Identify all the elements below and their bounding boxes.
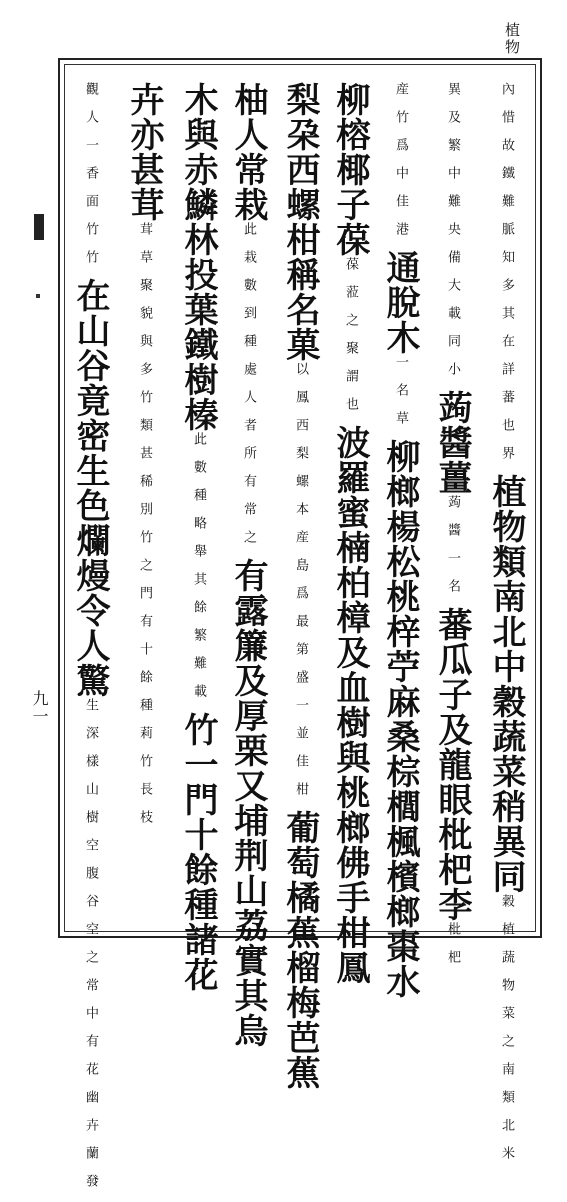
annotation-text: 舉 (191, 544, 206, 572)
annotation-text: 貌 (137, 306, 152, 334)
main-text-run: 在山谷竟密生色爛熳令人驚 (70, 278, 110, 698)
annotation-text: 難脈 (499, 194, 514, 250)
annotation-text: 梨 (293, 446, 308, 474)
annotation-text: 蒞 (343, 285, 358, 313)
main-text-run: 梨朶西螺柑稱名菓 (280, 82, 320, 362)
binding-dot (36, 294, 40, 298)
annotation-text: 人 (241, 390, 256, 418)
main-text-run: 竹一門十餘種諸花 (178, 712, 218, 992)
annotation-text: 也界 (499, 418, 514, 474)
annotation-text: 小 (445, 362, 460, 390)
annotation-text: 謂 (343, 369, 358, 397)
annotation-text: 到 (241, 306, 256, 334)
annotation-text: 處 (241, 362, 256, 390)
annotation-text: 面 (83, 194, 98, 222)
annotation-text: 此 (191, 432, 206, 460)
main-text-run: 植物類南北中穀蔬菜稍異同 (486, 474, 526, 894)
main-text-run: 柳榔楊松桃梓苧麻桑棕櫚楓檳榔棗水 (380, 439, 420, 999)
annotation-text: 其在 (499, 306, 514, 362)
annotation-text: 者 (241, 418, 256, 446)
annotation-text: 以 (293, 362, 308, 390)
text-column (432, 82, 472, 978)
binding-mark (34, 214, 44, 240)
annotation-text: 醬 (445, 523, 460, 551)
annotation-text: 葆 (343, 257, 358, 285)
annotation-text: 蒟 (445, 495, 460, 523)
annotation-text: 名 (445, 579, 460, 607)
annotation-text: 樣山 (83, 754, 98, 810)
annotation-text: 內惜 (499, 82, 514, 138)
annotation-text: 鳳 (293, 390, 308, 418)
annotation-text: 北米 (499, 1118, 514, 1174)
annotation-text: 繁 (191, 628, 206, 656)
annotation-text: 餘 (137, 670, 152, 698)
text-column (228, 82, 268, 1048)
annotation-text: 第 (293, 642, 308, 670)
annotation-text: 之 (137, 558, 152, 586)
annotation-text: 穀植 (499, 894, 514, 950)
annotation-text: 類 (137, 418, 152, 446)
annotation-text: 觀人 (83, 82, 98, 138)
annotation-text: 幽卉 (83, 1090, 98, 1146)
annotation-text: 草 (137, 250, 152, 278)
annotation-text: 十 (137, 642, 152, 670)
annotation-text: 竹 (83, 222, 98, 250)
annotation-text: 故鐵 (499, 138, 514, 194)
annotation-text: 餘 (191, 600, 206, 628)
annotation-text: 枇 (445, 922, 460, 950)
annotation-text: 盛 (293, 670, 308, 698)
annotation-text: 種 (191, 488, 206, 516)
annotation-text: 佳港 (393, 194, 408, 250)
annotation-text: 枝 (137, 810, 152, 838)
annotation-text: 島 (293, 558, 308, 586)
text-column (280, 82, 320, 1090)
annotation-text: 蘭發 (83, 1146, 98, 1202)
annotation-text: 聚 (343, 341, 358, 369)
annotation-text: 繁中 (445, 138, 460, 194)
annotation-text: 詳蕃 (499, 362, 514, 418)
annotation-text: 菜之 (499, 1006, 514, 1062)
annotation-text: 莉 (137, 726, 152, 754)
annotation-text: 略 (191, 516, 206, 544)
main-text-run: 木與赤鱗林投葉鐵樹榛 (178, 82, 218, 432)
text-column (70, 82, 110, 1202)
annotation-text: 數 (191, 460, 206, 488)
text-column (178, 82, 218, 992)
main-text-run: 有露簾及厚栗又埔荆山荔實其烏 (228, 558, 268, 1048)
annotation-text: 佳 (293, 754, 308, 782)
annotation-text: 此 (241, 222, 256, 250)
text-column (330, 82, 370, 985)
annotation-text: 種 (137, 698, 152, 726)
main-text-run: 通脫木 (380, 250, 420, 355)
annotation-text: 其 (191, 572, 206, 600)
annotation-text: 數 (241, 278, 256, 306)
annotation-text: 南類 (499, 1062, 514, 1118)
annotation-text: 並 (293, 726, 308, 754)
annotation-text: 竹 (137, 754, 152, 782)
annotation-text: 一 (393, 355, 408, 383)
annotation-text: 一 (293, 698, 308, 726)
annotation-text: 種 (241, 334, 256, 362)
annotation-text: 有 (137, 614, 152, 642)
annotation-text: 之 (343, 313, 358, 341)
annotation-text: 難央 (445, 194, 460, 250)
annotation-text: 本 (293, 502, 308, 530)
annotation-text: 稀 (137, 474, 152, 502)
annotation-text: 聚 (137, 278, 152, 306)
annotation-text: 草 (393, 411, 408, 439)
main-text-run: 波羅蜜楠柏樟及血樹與桃榔佛手柑鳳 (330, 425, 370, 985)
annotation-text: 知多 (499, 250, 514, 306)
main-text-run: 柳榕椰子葆 (330, 82, 370, 257)
annotation-text: 竹 (83, 250, 98, 278)
annotation-text: 一香 (83, 138, 98, 194)
annotation-text: 也 (343, 397, 358, 425)
annotation-text: 之 (241, 530, 256, 558)
annotation-text: 爲中 (393, 138, 408, 194)
annotation-text: 茸 (137, 222, 152, 250)
annotation-text: 柑 (293, 782, 308, 810)
annotation-text: 難 (191, 656, 206, 684)
annotation-text: 腹谷 (83, 866, 98, 922)
annotation-text: 異及 (445, 82, 460, 138)
annotation-text: 一 (445, 551, 460, 579)
main-text-run: 蒟醬薑 (432, 390, 472, 495)
page-number: 九一 (30, 690, 49, 726)
annotation-text: 最 (293, 614, 308, 642)
annotation-text: 與 (137, 334, 152, 362)
annotation-text: 備大 (445, 250, 460, 306)
annotation-text: 爲 (293, 586, 308, 614)
annotation-text: 名 (393, 383, 408, 411)
annotation-text: 載同 (445, 306, 460, 362)
annotation-text: 長 (137, 782, 152, 810)
annotation-text: 杷 (445, 950, 460, 978)
annotation-text: 竹 (137, 390, 152, 418)
annotation-text: 産 (293, 530, 308, 558)
text-column (486, 82, 526, 1174)
annotation-text: 多 (137, 362, 152, 390)
annotation-text: 有 (241, 474, 256, 502)
annotation-text: 螺 (293, 474, 308, 502)
main-text-run: 葡萄橘蕉榴梅芭蕉 (280, 810, 320, 1090)
annotation-text: 載 (191, 684, 206, 712)
annotation-text: 甚 (137, 446, 152, 474)
text-column (124, 82, 164, 922)
annotation-text: 西 (293, 418, 308, 446)
annotation-text: 生深 (83, 698, 98, 754)
annotation-text: 常 (241, 502, 256, 530)
main-text-run: 柚人常栽 (228, 82, 268, 222)
annotation-text: 樹空 (83, 810, 98, 866)
annotation-text: 所 (241, 446, 256, 474)
annotation-text: 常中 (83, 978, 98, 1034)
annotation-text: 竹 (137, 530, 152, 558)
annotation-text: 蔬物 (499, 950, 514, 1006)
annotation-text: 空之 (83, 922, 98, 978)
annotation-text: 有花 (83, 1034, 98, 1090)
annotation-text: 栽 (241, 250, 256, 278)
text-column (380, 82, 420, 999)
annotation-text: 門 (137, 586, 152, 614)
main-text-run: 卉亦甚茸 (124, 82, 164, 222)
main-text-run: 蕃瓜子及龍眼枇杷李 (432, 607, 472, 922)
section-header: 植物 (503, 22, 521, 56)
annotation-text: 産竹 (393, 82, 408, 138)
annotation-text: 別 (137, 502, 152, 530)
